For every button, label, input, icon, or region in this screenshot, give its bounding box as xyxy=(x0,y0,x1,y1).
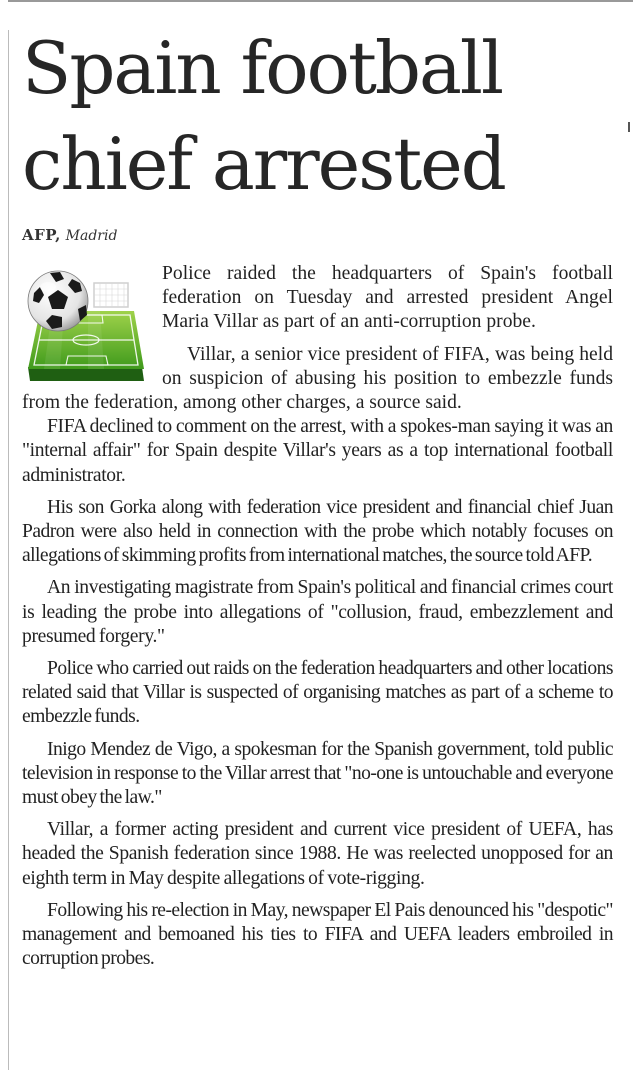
headline: Spain football chief arrested xyxy=(22,26,505,206)
paragraph-4: His son Gorka along with federation vice president and financial chief Juan Padron were also held in connection with the probe which notably focuses on allegations of skimming profits from international matches, the source told AFP. xyxy=(22,496,613,567)
paragraph-8: Villar, a former acting president and current vice president of UEFA, has headed the Spanish federation since 1988. He was reelected unopposed for an eighth term in May despite allegations of vote-rigging. xyxy=(22,819,613,889)
paragraph-3: FIFA declined to comment on the arrest, with a spokes-man saying it was an "internal affair" for Spain despite Villar's years as a top international football administrator. xyxy=(22,416,613,486)
byline-agency: AFP, xyxy=(22,226,61,244)
column-rule xyxy=(8,30,9,1070)
paragraph-5: An investigating magistrate from Spain's political and financial crimes court is leading the probe into allegations of "collusion, fraud, embezzlement and presumed forgery." xyxy=(22,577,613,647)
byline xyxy=(22,225,117,246)
article-body xyxy=(22,262,613,979)
image-wrap-spacer xyxy=(22,262,162,382)
paragraph-2: Villar, a senior vice president of FIFA, was being held on suspicion of abusing his position to embezzle funds from the federation, among other charges, a source said. xyxy=(22,343,613,414)
paragraph-1: Police raided the headquarters of Spain's football federation on Tuesday and arrested president Angel Maria Villar as part of an anti-corruption probe. xyxy=(162,263,613,333)
margin-mark xyxy=(628,122,630,132)
byline-city: Madrid xyxy=(65,228,118,244)
paragraph-7: Inigo Mendez de Vigo, a spokesman for the Spanish government, told public television in response to the Villar arrest that "no-one is untouchable and everyone must obey the law." xyxy=(22,738,613,809)
paragraph-9: Following his re-election in May, newspaper El Pais denounced his "despotic" management and bemoaned his ties to FIFA and UEFA leaders embroiled in corruption probes. xyxy=(22,899,613,970)
paragraph-6: Police who carried out raids on the federation headquarters and other locations related said that Villar is suspected of organising matches as part of a scheme to embezzle funds. xyxy=(22,658,613,728)
top-rule xyxy=(8,0,633,2)
